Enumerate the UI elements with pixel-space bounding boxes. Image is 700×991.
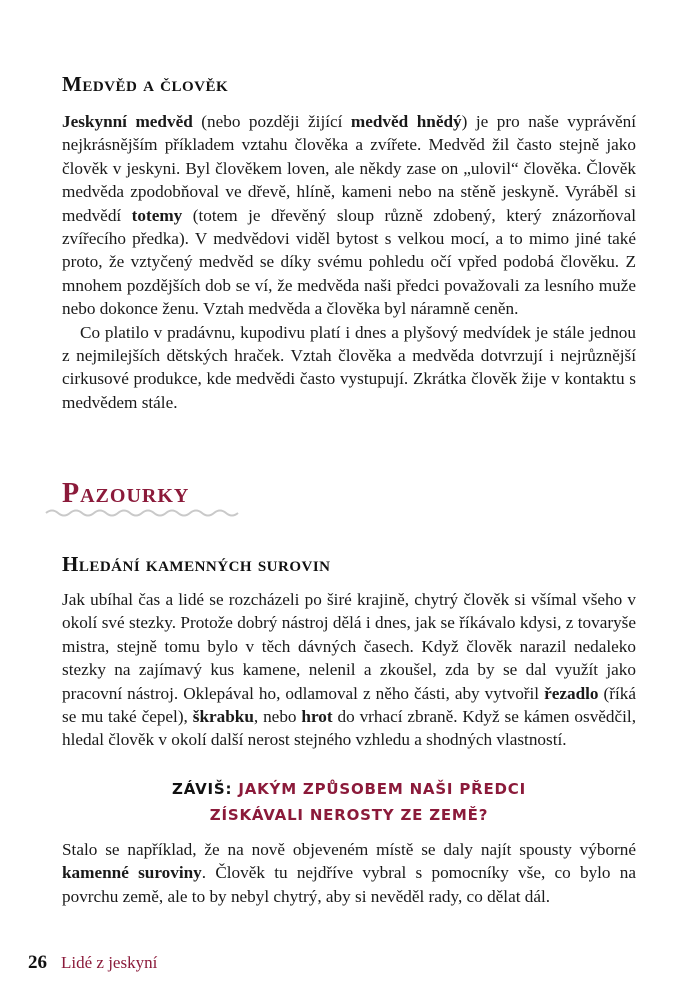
- page-footer: [28, 952, 157, 974]
- question-callout: [62, 776, 636, 828]
- question-speaker: ZÁVIŠ:: [172, 780, 233, 798]
- bold-term: medvěd hnědý: [350, 112, 462, 131]
- text-block-stone-mining: [62, 838, 636, 908]
- text-span: . Člověk tu nejdříve vybral s pomocníky vše, co bylo na povrchu země, ale to by nebyl chytrý, aby si nevěděl rady, co dělat dál.: [62, 863, 636, 906]
- bold-term: Jeskynní medvěd: [62, 112, 193, 131]
- bold-term: kamenné suroviny: [62, 863, 202, 883]
- paragraph-stone-2: [62, 838, 636, 908]
- question-line-2: ZÍSKÁVALI NEROSTY ZE ZEMĚ?: [209, 806, 489, 824]
- text-span: Jak ubíhal čas a lidé se rozcházeli po širé krajině, chytrý člověk si všímal všeho v okolí své stezky. Protože dobrý nástroj dělá i dnes, jak se říkávalo kdysi, z tovaryše mistra, stejně tomu bylo v těch dávných časech. Když člověk narazil nedaleko stezky na zajímavý kus kamene, nelenil a zkoušel, zda by se dal využít jako pracovní nástroj. Oklepával ho, odlamoval z něho části, aby vytvořil: [62, 590, 636, 703]
- bold-term: škrabku: [192, 707, 254, 727]
- text-span: (říká se mu také čepel),: [62, 683, 636, 727]
- bold-term: řezadlo: [544, 683, 599, 703]
- text-block-bear: [62, 110, 636, 414]
- text-span: (totem je dřevěný sloup různě zdobený, který znázorňoval zvířecího předka). V medvědovi viděl bytost s velkou mocí, a to mimo jiné také proto, že vztyčený medvěd se díky svému pohledu očí vpřed podobá člověku. Z mnohem pozdějších dob se ví, že medvěda naši předci považovali za lesního muže nebo dokonce ženu. Vztah medvěda a člověka byl náramně ceněn.: [62, 205, 636, 319]
- text-span: ) je pro naše vyprávění nejkrásnějším příkladem vztahu člověka a zvířete. Medvěd žil často stejně jako člověk v jeskyni. Byl člověkem loven, ale někdy zase on „ulovil“ člověka. Člověk medvěda zpodobňoval ve dřevě, hlíně, kameni nebo na stěně jeskyně. Vyráběl si medvědí: [62, 112, 636, 225]
- page-number: 26: [28, 952, 47, 973]
- bold-term: totemy: [131, 205, 183, 225]
- paragraph-stone-1: [62, 588, 636, 752]
- paragraph-bear-1: [62, 110, 636, 321]
- text-span: (nebo později žijící: [192, 112, 351, 131]
- paragraph-bear-2: Co platilo v pradávnu, kupodivu platí i dnes a plyšový medvídek je stále jednou z nejmilejších dětských hraček. Vztah člověka a medvěda dotvrzují i nejrůznější cirkusové produkce, kde medvědi často vystupují. Zkrátka člověk žije v kontaktu s medvědem stále.: [62, 322, 636, 412]
- bold-term: hrot: [301, 707, 333, 727]
- question-text-1: JAKÝM ZPŮSOBEM NAŠI PŘEDCI: [238, 780, 526, 798]
- subsection-heading-bear-and-man: Medvěd a člověk: [62, 72, 229, 96]
- book-title: Lidé z jeskyní: [61, 953, 158, 972]
- text-span: , nebo: [253, 707, 302, 727]
- question-line-1: [62, 776, 636, 802]
- text-span: do vrhací zbraně. Když se kámen osvědčil, hledal člověk v okolí další nerost stejného vzhledu a shodných vlastností.: [62, 707, 636, 750]
- text-block-stone-search: [62, 588, 636, 752]
- section-title-pazourky: Pazourky: [62, 478, 190, 509]
- wave-divider: [44, 506, 244, 520]
- subsection-heading-stone-search: Hledání kamenných surovin: [62, 552, 331, 576]
- text-span: Stalo se například, že na nově objeveném místě se daly najít spousty výborné: [62, 840, 636, 859]
